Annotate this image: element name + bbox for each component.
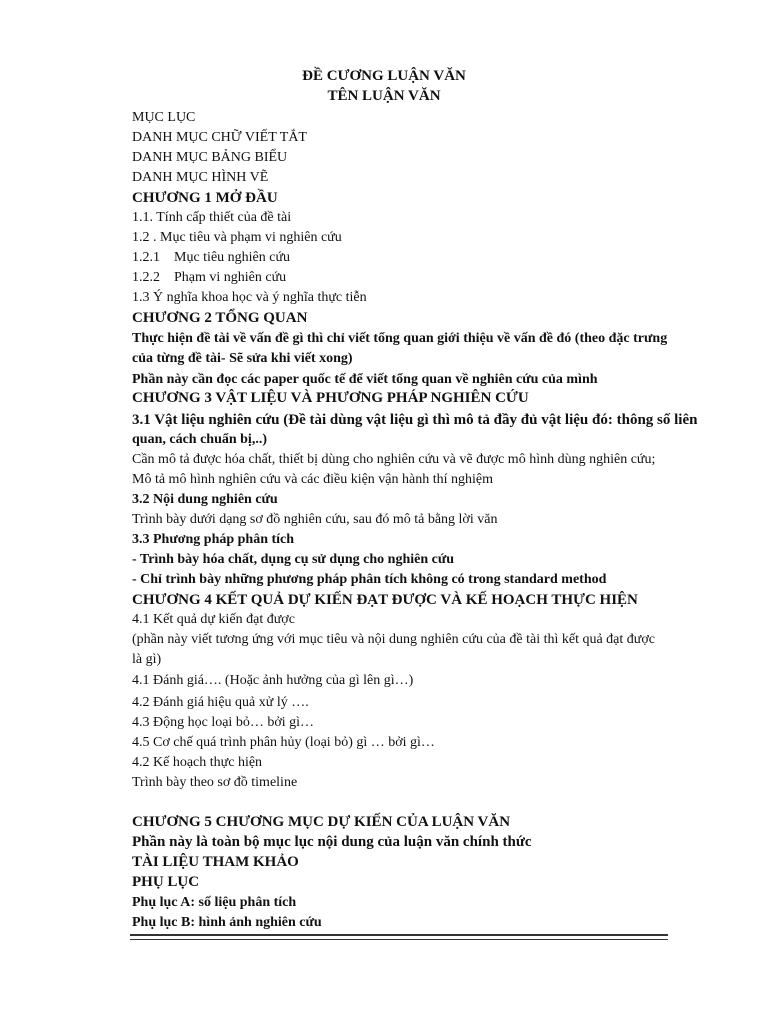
body-text: Trình bày dưới dạng sơ đồ nghiên cứu, sau đó mô tả bằng lời văn: [132, 512, 498, 527]
section-line: 4.2 Đánh giá hiệu quả xử lý ….: [132, 695, 309, 710]
chapter-heading: CHƯƠNG 1 MỞ ĐẦU: [132, 190, 278, 206]
chapter-heading: CHƯƠNG 2 TỔNG QUAN: [132, 310, 308, 326]
body-text: (phần này viết tương ứng với mục tiêu và nội dung nghiên cứu của đề tài thì kết quả đạt được: [132, 632, 655, 647]
list-item: DANH MỤC BẢNG BIỂU: [132, 150, 288, 165]
page-divider: [130, 934, 668, 936]
section-line: 4.1 Đánh giá…. (Hoặc ảnh hưởng của gì lên gì…): [132, 673, 414, 688]
appendix-item: Phụ lục A: số liệu phân tích: [132, 895, 297, 910]
body-text: Trình bày theo sơ đồ timeline: [132, 775, 298, 790]
subsection-number: 1.2.1: [132, 250, 160, 265]
section-line: 4.2 Kế hoạch thực hiện: [132, 755, 263, 770]
section-heading: quan, cách chuẩn bị,..): [132, 432, 267, 447]
subsection-number: 1.2.2: [132, 270, 160, 285]
toc-heading: MỤC LỤC: [132, 110, 196, 125]
references-heading: TÀI LIỆU THAM KHẢO: [132, 854, 299, 870]
chapter-heading: CHƯƠNG 5 CHƯƠNG MỤC DỰ KIẾN CỦA LUẬN VĂN: [132, 814, 511, 830]
list-item: DANH MỤC HÌNH VẼ: [132, 170, 269, 185]
section-line: 4.3 Động học loại bỏ… bởi gì…: [132, 715, 314, 730]
bold-note: Phần này cần đọc các paper quốc tế để viết tổng quan về nghiên cứu của mình: [132, 372, 598, 387]
subsection-line: [132, 249, 290, 267]
bold-note: Phần này là toàn bộ mục lục nội dung của luận văn chính thức: [132, 834, 532, 850]
subsection-text: Mục tiêu nghiên cứu: [174, 250, 291, 265]
appendix-item: Phụ lục B: hình ảnh nghiên cứu: [132, 915, 322, 930]
chapter-heading: CHƯƠNG 3 VẬT LIỆU VÀ PHƯƠNG PHÁP NGHIÊN CỨU: [132, 390, 529, 406]
subsection-text: Phạm vi nghiên cứu: [174, 270, 287, 285]
section-line: 4.1 Kết quả dự kiến đạt được: [132, 612, 295, 627]
section-line: 1.3 Ý nghĩa khoa học và ý nghĩa thực tiễn: [132, 290, 367, 305]
list-item: DANH MỤC CHỮ VIẾT TẮT: [132, 130, 307, 145]
bold-note: Thực hiện đề tài về vấn đề gì thì chỉ viết tổng quan giới thiệu về vấn đề đó (theo đặc trưng: [132, 331, 668, 346]
section-line: 1.1. Tính cấp thiết của đề tài: [132, 210, 292, 225]
page-divider: [130, 939, 668, 940]
chapter-heading: CHƯƠNG 4 KẾT QUẢ DỰ KIẾN ĐẠT ĐƯỢC VÀ KẾ HOẠCH THỰC HIỆN: [132, 592, 638, 608]
document-subtitle: TÊN LUẬN VĂN: [327, 88, 441, 104]
bold-note: của từng đề tài- Sẽ sửa khi viết xong): [132, 351, 353, 366]
body-text: Cần mô tả được hóa chất, thiết bị dùng cho nghiên cứu và vẽ được mô hình dùng nghiên cứu;: [132, 452, 656, 467]
section-line: 4.5 Cơ chế quá trình phân hủy (loại bỏ) gì … bởi gì…: [132, 735, 435, 750]
subsection-line: [132, 269, 286, 287]
body-text: Mô tả mô hình nghiên cứu và các điều kiện vận hành thí nghiệm: [132, 472, 493, 487]
document-title: ĐỀ CƯƠNG LUẬN VĂN: [302, 68, 466, 84]
bullet-line: - Trình bày hóa chất, dụng cụ sử dụng cho nghiên cứu: [132, 552, 455, 567]
appendix-heading: PHỤ LỤC: [132, 874, 200, 890]
bullet-line: - Chỉ trình bày những phương pháp phân tích không có trong standard method: [132, 572, 607, 587]
section-heading: 3.3 Phương pháp phân tích: [132, 532, 295, 547]
body-text: là gì): [132, 652, 162, 667]
section-line: 1.2 . Mục tiêu và phạm vi nghiên cứu: [132, 230, 342, 245]
section-heading: 3.1 Vật liệu nghiên cứu (Đề tài dùng vật liệu gì thì mô tả đầy đủ vật liệu đó: thông số liên: [132, 412, 698, 428]
section-heading: 3.2 Nội dung nghiên cứu: [132, 492, 278, 507]
